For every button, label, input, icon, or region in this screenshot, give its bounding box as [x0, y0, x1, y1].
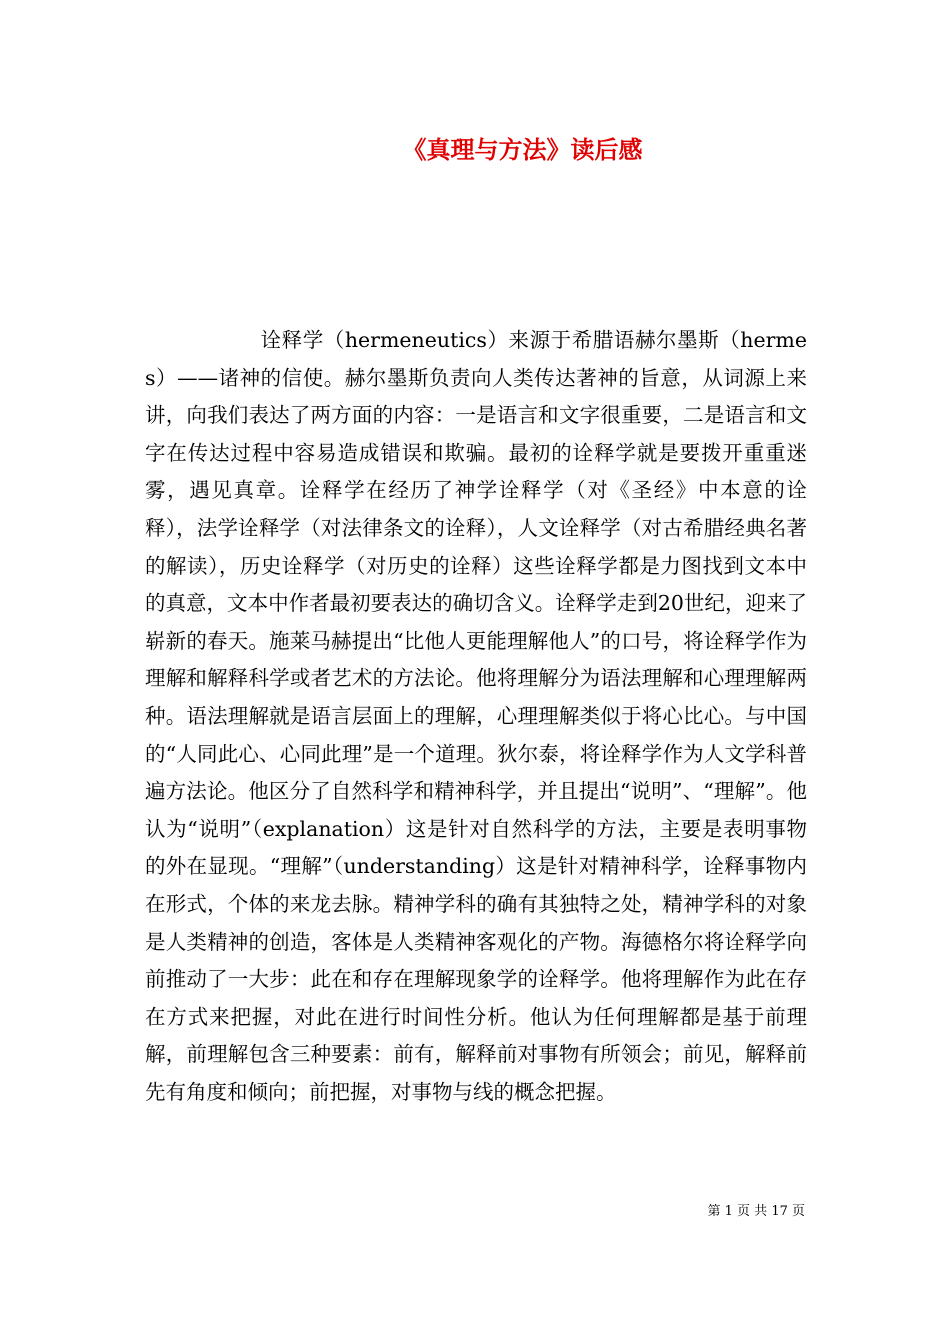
body-paragraph-block — [145, 322, 807, 1111]
page-title: 《真理与方法》读后感 — [402, 135, 643, 164]
page-number-footer: 第 1 页 共 17 页 — [707, 1204, 805, 1219]
body-paragraph: 诠释学（hermeneutics）来源于希腊语赫尔墨斯（hermes）——诸神的信使。赫尔墨斯负责向人类传达著神的旨意，从词源上来讲，向我们表达了两方面的内容：一是语言和文字很重要，二是语言和文字在传达过程中容易造成错误和欺骗。最初的诠释学就是要拨开重重迷雾，遇见真章。诠释学在经历了神学诠释学（对《圣经》中本意的诠释），法学诠释学（对法律条文的诠释），人文诠释学（对古希腊经典名著的解读），历史诠释学（对历史的诠释）这些诠释学都是力图找到文本中的真意，文本中作者最初要表达的确切含义。诠释学走到20世纪，迎来了崭新的春天。施莱马赫提出“比他人更能理解他人”的口号，将诠释学作为理解和解释科学或者艺术的方法论。他将理解分为语法理解和心理理解两种。语法理解就是语言层面上的理解，心理理解类似于将心比心。与中国的“人同此心、心同此理”是一个道理。狄尔泰，将诠释学作为人文学科普遍方法论。他区分了自然科学和精神科学，并且提出“说明”、“理解”。他认为“说明”（explanation）这是针对自然科学的方法，主要是表明事物的外在显现。“理解”（understanding）这是针对精神科学，诠释事物内在形式，个体的来龙去脉。精神学科的确有其独特之处，精神学科的对象是人类精神的创造，客体是人类精神客观化的产物。海德格尔将诠释学向前推动了一大步：此在和存在理解现象学的诠释学。他将理解作为此在存在方式来把握，对此在进行时间性分析。他认为任何理解都是基于前理解，前理解包含三种要素：前有，解释前对事物有所领会；前见，解释前先有角度和倾向；前把握，对事物与线的概念把握。 — [145, 328, 807, 1104]
